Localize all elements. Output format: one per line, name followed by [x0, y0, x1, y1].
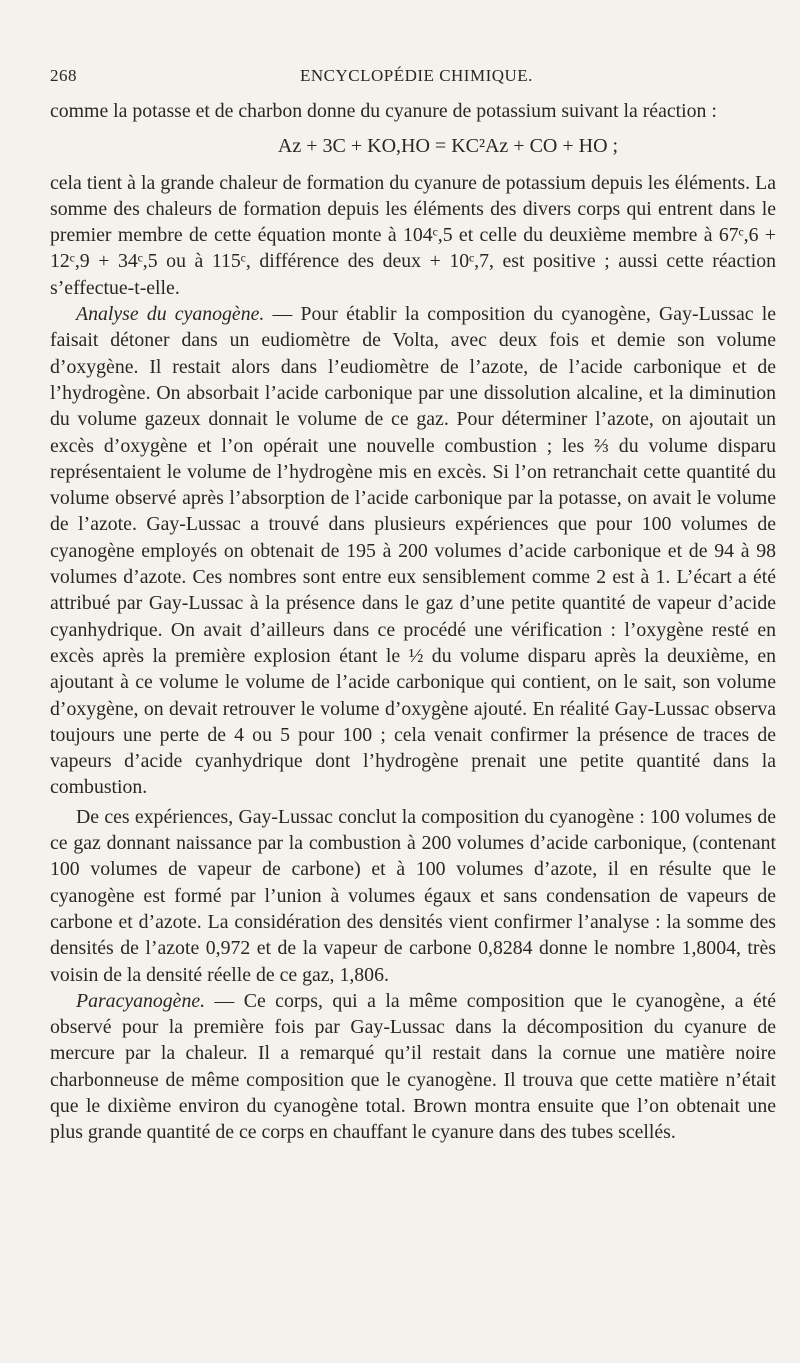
- analyse-text: — Pour établir la composition du cyanogène, Gay-Lussac le faisait détoner dans un eudiomètre de Volta, avec deux fois et demie son volume d’oxygène. Il restait alors dans l’eudiomètre de l’azote, de l’acide carbonique et de l’hydrogène. On absorbait l’acide carbonique par une dissolution alcaline, et la diminution du volume gazeux donnait le volume de ce gaz. Pour déterminer l’azote, on ajoutait un excès d’oxygène et l’on opérait une nouvelle combustion ; les ⅔ du volume disparu représentaient le volume de l’hydrogène mis en excès. Si l’on retranchait cette quantité du volume observé après l’absorption de l’acide carbonique par la potasse, on avait le volume de l’azote. Gay-Lussac a trouvé dans plusieurs expériences que pour 100 volumes de cyanogène employés on obtenait de 195 à 200 volumes d’acide carbonique et de 94 à 98 volumes d’azote. Ces nombres sont entre eux sensiblement comme 2 est à 1. L’écart a été attribué par Gay-Lussac à la présence dans le gaz d’une petite quantité de vapeur d’acide cyanhydrique. On avait d’ailleurs dans ce procédé une vérification : l’oxygène resté en excès après la première explosion étant le ½ du volume disparu après la deuxième, en ajoutant à ce volume le volume de l’acide carbonique qui contient, on le sait, son volume d’oxygène, on devait retrouver le volume d’oxygène ajouté. En réalité Gay-Lussac observa toujours une perte de 4 ou 5 pour 100 ; cela venait confirmer la présence de traces de vapeurs d’acide cyanhydrique dont l’hydrogène prenait une petite quantité dans la combustion.: [50, 303, 776, 799]
- page-number: 268: [50, 66, 77, 85]
- analyse-heading: Analyse du cyanogène.: [76, 303, 265, 326]
- analyse-paragraph: [50, 301, 776, 801]
- paracyanogene-heading: Paracyanogène.: [76, 989, 206, 1012]
- intro-paragraph: comme la potasse et de charbon donne du cyanure de potassium suivant la réaction :: [50, 100, 717, 122]
- thermochemistry-paragraph: cela tient à la grande chaleur de formation du cyanure de potassium depuis les éléments. La somme des chaleurs de formation depuis les éléments des divers corps qui entrent dans le premier membre de cette équation monte à 104ᶜ,5 et celle du deuxième membre à 67ᶜ,6 + 12ᶜ,9 + 34ᶜ,5 ou à 115ᶜ, différence des deux + 10ᶜ,7, est positive ; aussi cette réaction s’effectue-t-elle.: [50, 171, 776, 299]
- running-head: ENCYCLOPÉDIE CHIMIQUE.: [300, 66, 533, 85]
- reaction-formula: Az + 3C + KO,HO = KC²Az + CO + HO ;: [277, 135, 619, 158]
- page-header: [50, 66, 776, 86]
- paracyanogene-paragraph: [50, 988, 776, 1146]
- body-text: [50, 98, 776, 1146]
- conclusion-paragraph: De ces expériences, Gay-Lussac conclut la composition du cyanogène : 100 volumes de ce gaz donnant naissance par la combustion à 200 volumes d’acide carbonique, (contenant 100 volumes de vapeur de carbone) et à 100 volumes d’azote, il en résulte que le cyanogène est formé par l’union à volumes égaux et sans condensation de vapeurs de carbone et d’azote. La considération des densités vient confirmer l’analyse : la somme des densités de l’azote 0,972 et de la vapeur de carbone 0,8284 donne le nombre 1,8004, très voisin de la densité réelle de ce gaz, 1,806.: [50, 805, 776, 986]
- paracyanogene-text: — Ce corps, qui a la même composition que le cyanogène, a été observé pour la première fois par Gay-Lussac dans la décomposition du cyanure de mercure par la chaleur. Il a remarqué qu’il restait dans la cornue une matière noire charbonneuse de même composition que le cyanogène. Il trouva que cette matière n’était que le dixième environ du cyanogène total. Brown montra ensuite que l’on obtenait une plus grande quantité de ce corps en chauffant le cyanure dans des tubes scellés.: [50, 989, 776, 1144]
